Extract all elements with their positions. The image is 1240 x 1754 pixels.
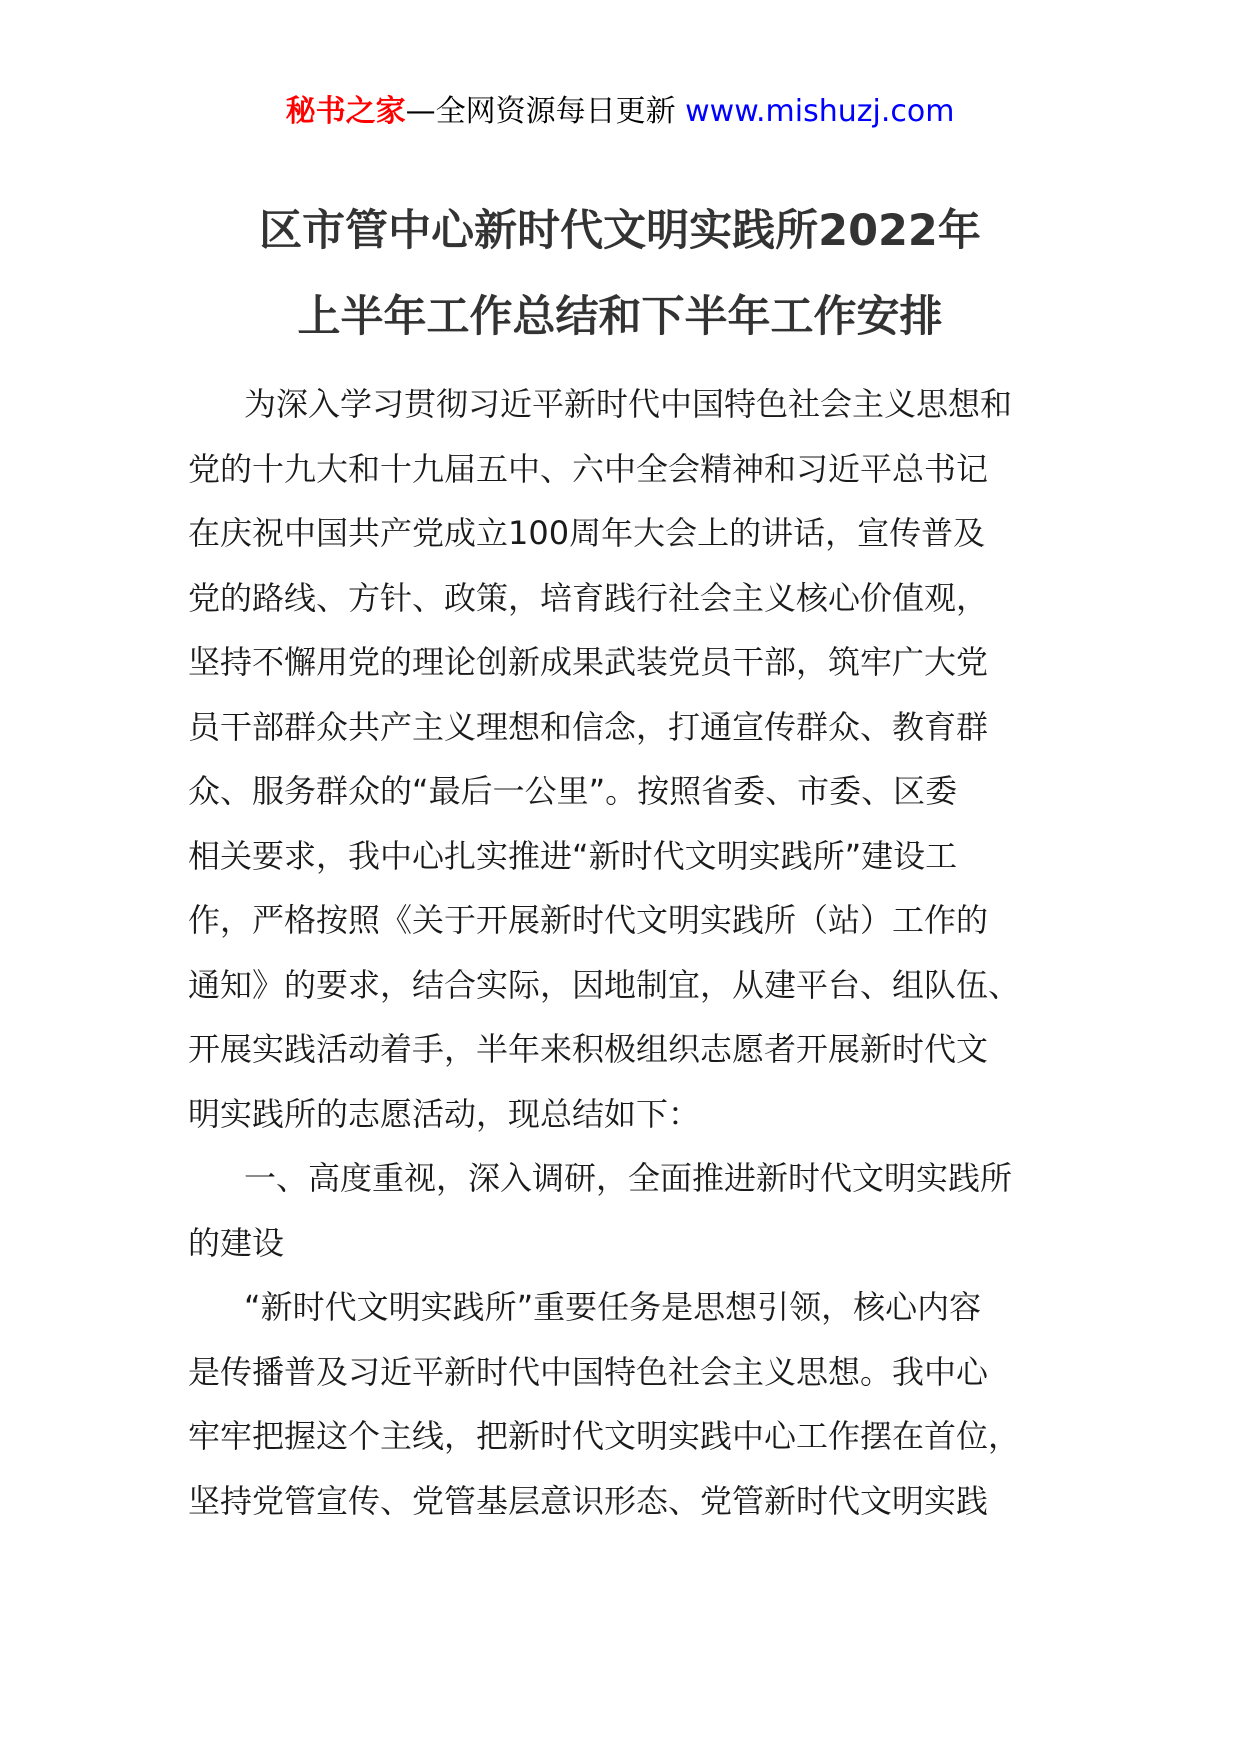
title-line: 区市管中心新时代文明实践所2022年 (259, 206, 981, 256)
paragraph-line: 通知》的要求，结合实际，因地制宜，从建平台、组队伍、 (188, 965, 1021, 1004)
paragraph-line: 坚持党管宣传、党管基层意识形态、党管新时代文明实践 (188, 1481, 989, 1520)
brand-name: 秘书之家 (285, 94, 406, 129)
paragraph-line: 开展实践活动着手，半年来积极组织志愿者开展新时代文 (188, 1030, 989, 1068)
paragraph-line: 是传播普及习近平新时代中国特色社会主义思想。我中心 (188, 1352, 989, 1391)
section-heading-line: 的建设 (188, 1223, 285, 1262)
section-heading-line: 一、高度重视，深入调研，全面推进新时代文明实践所 (244, 1159, 1013, 1197)
paragraph-line: 作，严格按照《关于开展新时代文明实践所（站）工作的 (188, 901, 989, 939)
paragraph-line: 党的路线、方针、政策，培育践行社会主义核心价值观， (188, 578, 989, 617)
paragraph-line: 坚持不懈用党的理论创新成果武装党员干部，筑牢广大党 (188, 643, 989, 681)
document-body (188, 372, 1068, 1533)
watermark-header (0, 92, 1240, 132)
document-title (140, 188, 1100, 360)
site-link[interactable]: www.mishuzj.com (685, 94, 955, 129)
header-slogan: —全网资源每日更新 (405, 94, 676, 129)
paragraph-line: 明实践所的志愿活动，现总结如下： (188, 1094, 701, 1133)
paragraph-line: 众、服务群众的“最后一公里”。按照省委、市委、区委 (188, 772, 958, 810)
paragraph-line: 在庆祝中国共产党成立100周年大会上的讲话，宣传普及 (188, 514, 986, 552)
paragraph-line: 相关要求，我中心扎实推进“新时代文明实践所”建设工 (188, 836, 958, 875)
paragraph-line: “新时代文明实践所”重要任务是思想引领，核心内容 (244, 1288, 982, 1326)
paragraph-line: 为深入学习贯彻习近平新时代中国特色社会主义思想和 (244, 385, 1013, 423)
paragraph-line: 牢牢把握这个主线，把新时代文明实践中心工作摆在首位， (188, 1417, 1021, 1455)
paragraph-line: 员干部群众共产主义理想和信念，打通宣传群众、教育群 (188, 707, 989, 746)
title-line: 上半年工作总结和下半年工作安排 (297, 292, 943, 342)
paragraph-line: 党的十九大和十九届五中、六中全会精神和习近平总书记 (188, 449, 989, 488)
